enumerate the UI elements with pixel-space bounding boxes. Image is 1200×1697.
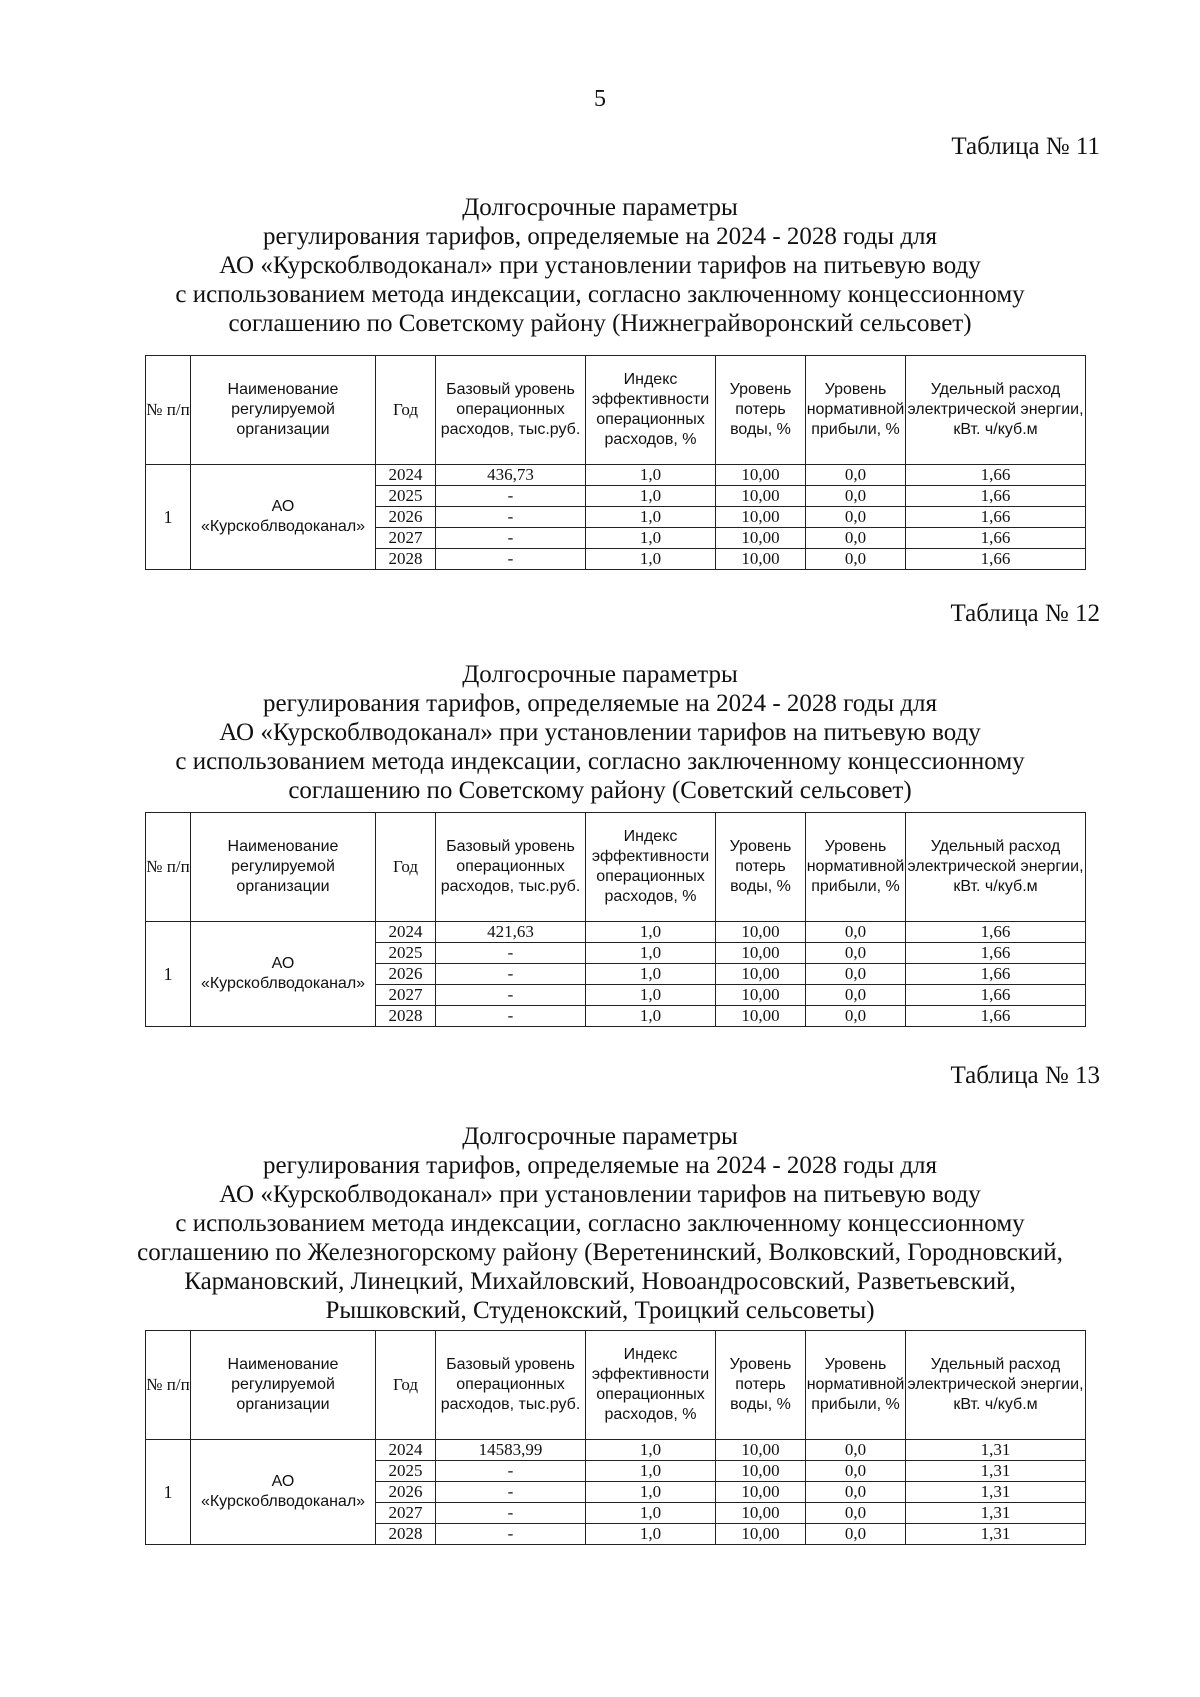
header-org: Наименование регулируемой организации [191,1331,376,1440]
cell-energy: 1,31 [906,1503,1086,1524]
cell-energy: 1,66 [906,465,1086,486]
cell-energy: 1,66 [906,486,1086,507]
cell-base: - [436,1461,586,1482]
header-energy: Удельный расход электрической энергии, кВт. ч/куб.м [906,356,1086,465]
table-row [146,922,1086,943]
cell-base: - [436,549,586,570]
title-line: АО «Курскоблводоканал» при установлении тарифов на питьевую воду [219,719,981,746]
table-caption: Таблица № 11 [951,133,1100,160]
header-profit: Уровень нормативной прибыли, % [806,356,906,465]
cell-loss: 10,00 [716,1440,806,1461]
cell-index: 1,0 [586,486,716,507]
header-row [146,813,1086,922]
title-line: соглашению по Железногорскому району (Веретенинский, Волковский, Городновский, [137,1239,1063,1266]
header-base: Базовый уровень операционных расходов, тыс.руб. [436,356,586,465]
cell-profit: 0,0 [806,1503,906,1524]
cell-profit: 0,0 [806,465,906,486]
title-line: соглашению по Советскому району (Советский сельсовет) [288,777,912,804]
table-row [146,1440,1086,1461]
cell-base: - [436,1482,586,1503]
cell-year: 2024 [376,1440,436,1461]
header-index: Индекс эффективности операционных расходов, % [586,1331,716,1440]
cell-loss: 10,00 [716,985,806,1006]
cell-loss: 10,00 [716,549,806,570]
cell-base: - [436,943,586,964]
cell-profit: 0,0 [806,1461,906,1482]
cell-index: 1,0 [586,1440,716,1461]
cell-profit: 0,0 [806,1440,906,1461]
header-energy: Удельный расход электрической энергии, кВт. ч/куб.м [906,1331,1086,1440]
table-caption: Таблица № 13 [950,1062,1100,1089]
cell-profit: 0,0 [806,1006,906,1027]
cell-year: 2027 [376,985,436,1006]
cell-loss: 10,00 [716,964,806,985]
cell-energy: 1,31 [906,1440,1086,1461]
cell-energy: 1,66 [906,528,1086,549]
cell-index: 1,0 [586,922,716,943]
header-org: Наименование регулируемой организации [191,356,376,465]
cell-index: 1,0 [586,1524,716,1545]
cell-org: АО «Курскоблводоканал» [191,1440,376,1545]
header-index: Индекс эффективности операционных расходов, % [586,813,716,922]
cell-index: 1,0 [586,1503,716,1524]
cell-profit: 0,0 [806,486,906,507]
cell-loss: 10,00 [716,486,806,507]
cell-year: 2024 [376,922,436,943]
cell-energy: 1,66 [906,985,1086,1006]
page-number: 5 [594,86,606,112]
header-year: Год [376,356,436,465]
header-num: № п/п [146,356,191,465]
header-num: № п/п [146,813,191,922]
cell-loss: 10,00 [716,1524,806,1545]
cell-energy: 1,66 [906,507,1086,528]
cell-loss: 10,00 [716,943,806,964]
cell-profit: 0,0 [806,985,906,1006]
header-profit: Уровень нормативной прибыли, % [806,813,906,922]
cell-energy: 1,66 [906,922,1086,943]
cell-year: 2028 [376,549,436,570]
cell-loss: 10,00 [716,1503,806,1524]
title-line: АО «Курскоблводоканал» при установлении тарифов на питьевую воду [219,1181,981,1208]
header-loss: Уровень потерь воды, % [716,356,806,465]
cell-base: - [436,1006,586,1027]
title-line: Кармановский, Линецкий, Михайловский, Новоандросовский, Разветьевский, [184,1268,1016,1295]
cell-energy: 1,66 [906,943,1086,964]
cell-index: 1,0 [586,943,716,964]
cell-year: 2024 [376,465,436,486]
cell-index: 1,0 [586,507,716,528]
cell-num: 1 [146,1440,191,1545]
cell-index: 1,0 [586,465,716,486]
cell-base: - [436,1503,586,1524]
table-title [0,660,1200,805]
cell-loss: 10,00 [716,1461,806,1482]
cell-energy: 1,31 [906,1461,1086,1482]
cell-profit: 0,0 [806,528,906,549]
header-row [146,1331,1086,1440]
header-index: Индекс эффективности операционных расходов, % [586,356,716,465]
cell-profit: 0,0 [806,549,906,570]
cell-index: 1,0 [586,1006,716,1027]
title-line: Долгосрочные параметры [462,661,738,688]
cell-profit: 0,0 [806,922,906,943]
header-profit: Уровень нормативной прибыли, % [806,1331,906,1440]
cell-year: 2026 [376,1482,436,1503]
header-year: Год [376,813,436,922]
title-line: Рышковский, Студенокский, Троицкий сельсоветы) [325,1297,875,1324]
cell-year: 2025 [376,486,436,507]
title-line: Долгосрочные параметры [462,194,738,221]
cell-profit: 0,0 [806,964,906,985]
cell-year: 2026 [376,507,436,528]
cell-profit: 0,0 [806,943,906,964]
cell-base: - [436,528,586,549]
cell-loss: 10,00 [716,507,806,528]
cell-profit: 0,0 [806,1524,906,1545]
cell-index: 1,0 [586,1461,716,1482]
cell-loss: 10,00 [716,1006,806,1027]
cell-year: 2027 [376,528,436,549]
cell-energy: 1,66 [906,964,1086,985]
cell-energy: 1,66 [906,1006,1086,1027]
title-line: АО «Курскоблводоканал» при установлении тарифов на питьевую воду [219,252,981,279]
cell-year: 2026 [376,964,436,985]
title-line: с использованием метода индексации, согласно заключенному концессионному [175,1210,1025,1237]
cell-base: - [436,985,586,1006]
cell-org: АО «Курскоблводоканал» [191,465,376,570]
cell-energy: 1,31 [906,1482,1086,1503]
cell-org: АО «Курскоблводоканал» [191,922,376,1027]
params-table [145,1330,1086,1545]
header-num: № п/п [146,1331,191,1440]
cell-profit: 0,0 [806,1482,906,1503]
title-line: соглашению по Советскому району (Нижнеграйворонский сельсовет) [228,310,972,337]
header-energy: Удельный расход электрической энергии, кВт. ч/куб.м [906,813,1086,922]
params-table [145,812,1086,1027]
cell-num: 1 [146,465,191,570]
header-base: Базовый уровень операционных расходов, тыс.руб. [436,813,586,922]
title-line: регулирования тарифов, определяемые на 2024 - 2028 годы для [262,690,938,717]
cell-base: 421,63 [436,922,586,943]
cell-base: 14583,99 [436,1440,586,1461]
cell-index: 1,0 [586,549,716,570]
cell-profit: 0,0 [806,507,906,528]
table-title [0,193,1200,338]
cell-energy: 1,31 [906,1524,1086,1545]
params-table [145,355,1086,570]
cell-index: 1,0 [586,1482,716,1503]
header-year: Год [376,1331,436,1440]
table-caption: Таблица № 12 [950,600,1100,627]
table-row [146,465,1086,486]
cell-year: 2028 [376,1006,436,1027]
cell-year: 2027 [376,1503,436,1524]
cell-base: 436,73 [436,465,586,486]
cell-loss: 10,00 [716,1482,806,1503]
cell-index: 1,0 [586,964,716,985]
cell-loss: 10,00 [716,465,806,486]
cell-energy: 1,66 [906,549,1086,570]
header-base: Базовый уровень операционных расходов, тыс.руб. [436,1331,586,1440]
cell-year: 2025 [376,943,436,964]
title-line: регулирования тарифов, определяемые на 2024 - 2028 годы для [262,223,938,250]
header-row [146,356,1086,465]
title-line: с использованием метода индексации, согласно заключенному концессионному [175,748,1025,775]
cell-base: - [436,486,586,507]
cell-loss: 10,00 [716,528,806,549]
cell-loss: 10,00 [716,922,806,943]
cell-base: - [436,507,586,528]
cell-base: - [436,964,586,985]
header-org: Наименование регулируемой организации [191,813,376,922]
cell-index: 1,0 [586,528,716,549]
cell-index: 1,0 [586,985,716,1006]
header-loss: Уровень потерь воды, % [716,813,806,922]
header-loss: Уровень потерь воды, % [716,1331,806,1440]
cell-num: 1 [146,922,191,1027]
title-line: Долгосрочные параметры [462,1123,738,1150]
cell-base: - [436,1524,586,1545]
title-line: регулирования тарифов, определяемые на 2024 - 2028 годы для [262,1152,938,1179]
cell-year: 2028 [376,1524,436,1545]
cell-year: 2025 [376,1461,436,1482]
table-title [0,1122,1200,1325]
title-line: с использованием метода индексации, согласно заключенному концессионному [175,281,1025,308]
